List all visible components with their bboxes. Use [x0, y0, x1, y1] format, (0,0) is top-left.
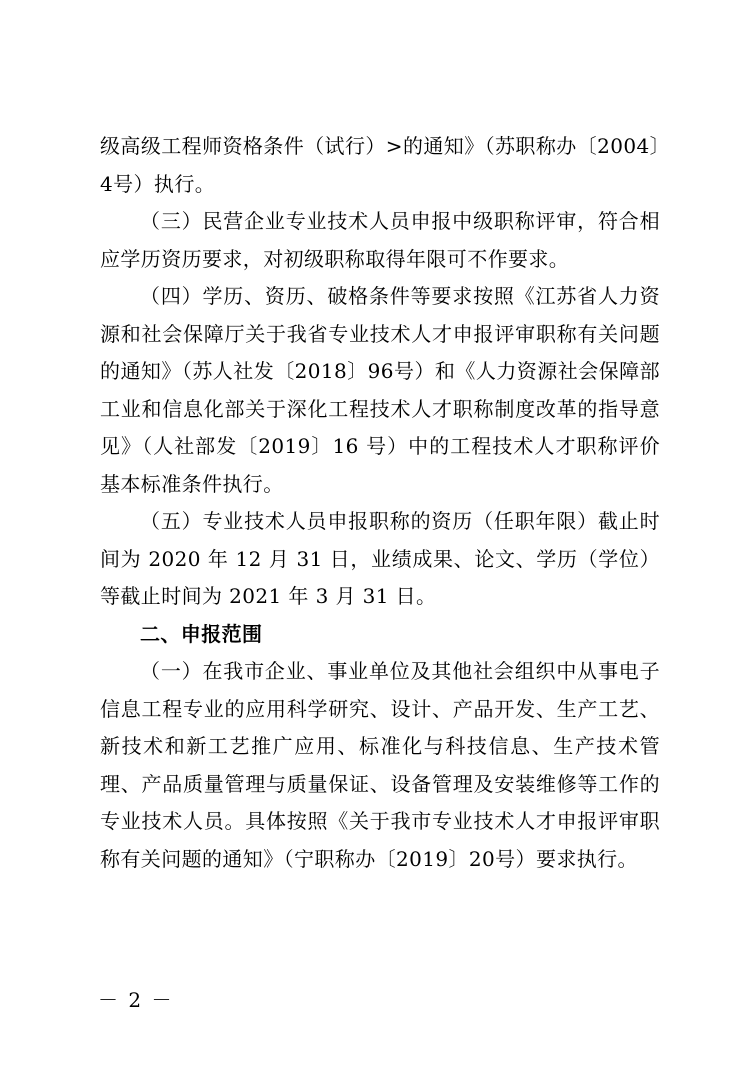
document-body: [100, 128, 660, 878]
paragraph-scope-item-one: （一）在我市企业、事业单位及其他社会组织中从事电子信息工程专业的应用科学研究、设计、产品开发、生产工艺、新技术和新工艺推广应用、标准化与科技信息、生产技术管理、产品质量管理与质量保证、设备管理及安装维修等工作的专业技术人员。具体按照《关于我市专业技术人才申报评审职称有关问题的通知》（宁职称办〔2019〕20号）要求执行。: [100, 659, 660, 871]
section-heading: 二、申报范围: [140, 621, 263, 646]
page-number: － 2 －: [98, 988, 174, 1012]
paragraph-continuation: 级高级工程师资格条件（试行）>的通知》（苏职称办〔2004〕4号）执行。: [100, 134, 660, 196]
paragraph-item-four: （四）学历、资历、破格条件等要求按照《江苏省人力资源和社会保障厅关于我省专业技术人才申报评审职称有关问题的通知》（苏人社发〔2018〕96号）和《人力资源社会保障部工业和信息化部关于深化工程技术人才职称制度改革的指导意见》（人社部发〔2019〕16 号）中的工程技术人才职称评价基本标准条件执行。: [100, 284, 660, 496]
paragraph-item-five: （五）专业技术人员申报职称的资历（任职年限）截止时间为 2020 年 12 月 31 日，业绩成果、论文、学历（学位）等截止时间为 2021 年 3 月 31 日。: [100, 509, 660, 608]
paragraph-item-three: （三）民营企业专业技术人员申报中级职称评审，符合相应学历资历要求，对初级职称取得年限可不作要求。: [100, 209, 660, 271]
